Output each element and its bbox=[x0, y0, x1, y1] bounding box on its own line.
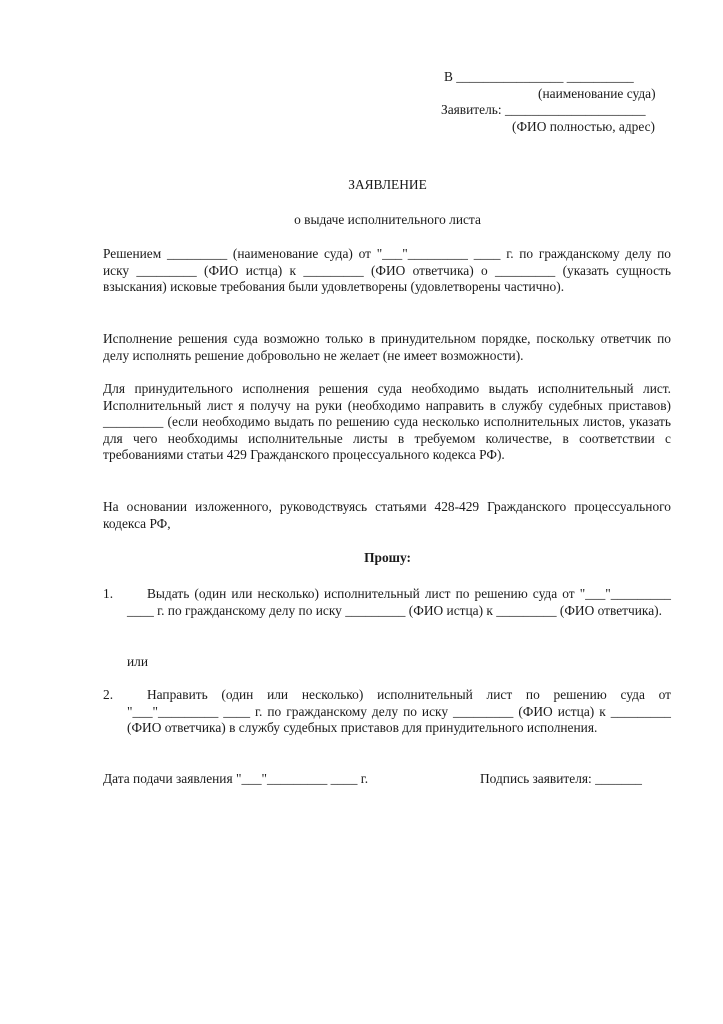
document-subtitle: о выдаче исполнительного листа bbox=[294, 212, 481, 227]
applicant-hint: (ФИО полностью, адрес) bbox=[512, 118, 656, 134]
request-heading: Прошу: bbox=[364, 550, 411, 565]
court-line: В ________________ __________ bbox=[444, 69, 634, 84]
applicant-line: Заявитель: _____________________ bbox=[441, 102, 646, 117]
addressee-block bbox=[420, 69, 680, 135]
request-item-number: 1. bbox=[103, 586, 114, 601]
request-item bbox=[103, 586, 671, 619]
court-hint: (наименование суда) bbox=[538, 85, 656, 101]
applicant-signature: Подпись заявителя: _______ bbox=[480, 771, 642, 786]
filing-date: Дата подачи заявления "___"_________ ____ г. bbox=[103, 771, 369, 786]
document-title: ЗАЯВЛЕНИЕ bbox=[348, 177, 427, 192]
request-item-number: 2. bbox=[103, 687, 114, 702]
paragraph-decision: Решением _________ (наименование суда) от "___"_________ ____ г. по гражданскому делу по иску _________ (ФИО истца) к _________ (ФИО ответчика) о _________ (указать сущность взыскания) исковые требования были удовлетворены (удовлетворены частично). bbox=[103, 246, 671, 294]
request-item-text: Выдать (один или несколько) исполнительный лист по решению суда от "___"_________ ____ г. по гражданскому делу по иску _________ (ФИО истца) к _________ (ФИО ответчика). bbox=[127, 586, 671, 618]
or-separator: или bbox=[127, 654, 149, 669]
request-item-text: Направить (один или несколько) исполнительный лист по решению суда от "___"_________ ____ г. по гражданскому делу по иску _________ (ФИО истца) к _________ (ФИО ответчика) в службу судебных приставов для принудительного исполнения. bbox=[127, 687, 671, 735]
request-item bbox=[103, 687, 671, 737]
paragraph-basis: На основании изложенного, руководствуясь статьями 428-429 Гражданского процессуального кодекса РФ, bbox=[103, 499, 671, 531]
paragraph-writ: Для принудительного исполнения решения суда необходимо выдать исполнительный лист. Исполнительный лист я получу на руки (необходимо направить в службу судебных приставов) _________ (если необходимо выдать по решению суда несколько исполнительных листов, указать для чего необходимы исполнительные листы в требуемом количестве, в соответствии с требованиями статьи 429 Гражданского процессуального кодекса РФ). bbox=[103, 381, 671, 462]
paragraph-enforcement: Исполнение решения суда возможно только в принудительном порядке, поскольку ответчик по делу исполнять решение добровольно не желает (не имеет возможности). bbox=[103, 331, 671, 363]
